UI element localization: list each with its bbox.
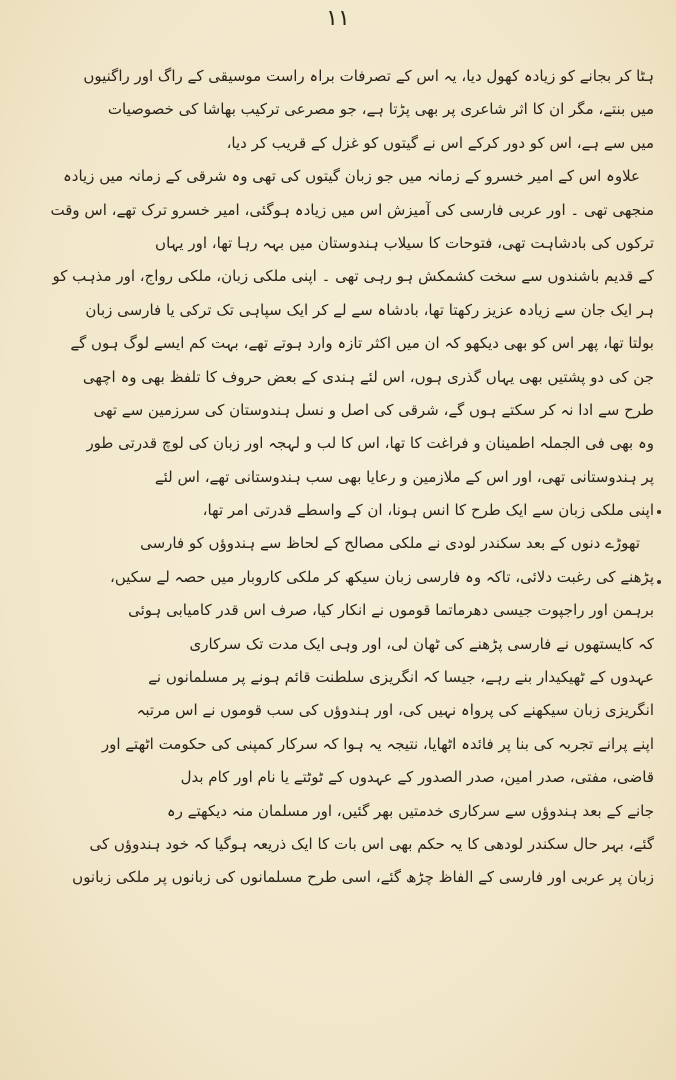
text-line: اپنی ملکی زبان سے ایک طرح کا انس ہونا، ان کے واسطے قدرتی امر تھا، — [202, 501, 654, 520]
text-line: جانے کے بعد ہندوؤں سے سرکاری خدمتیں بھر گئیں، اور مسلمان منہ دیکھتے رہ — [166, 801, 654, 820]
text-line: برہمن اور راجپوت جیسی دھرماتما قوموں نے انکار کیا، صرف اس قدر کامیابی ہوئی — [128, 601, 654, 620]
page-number: ۱۱ — [326, 6, 350, 31]
text-line: انگریزی زبان سیکھنے کی پرواہ نہیں کی، اور ہندوؤں کی سب قوموں نے اس مرتبہ — [136, 701, 654, 720]
text-line: گئے، بہر حال سکندر لودھی کا یہ حکم بھی اس بات کا ایک ذریعہ ہوگیا کہ خود ہندوؤں کی — [89, 834, 654, 853]
text-line: کہ کایستھوں نے فارسی پڑھنے کی ٹھان لی، اور وہی ایک مدت تک سرکاری — [189, 634, 654, 653]
text-line: ترکوں کی بادشاہت تھی، فتوحات کا سیلاب ہندوستان میں بہہ رہا تھا، اور یہاں — [155, 233, 654, 252]
text-line: پر ہندوستانی تھی، اور اس کے ملازمین و رعایا بھی سب ہندوستانی تھے، اس لئے — [154, 467, 654, 486]
text-line: جن کی دو پشتیں بھی یہاں گذری ہوں، اس لئے ہندی کے بعض حروف کا تلفظ بھی وہ اچھی — [82, 367, 654, 386]
text-line: طرح سے ادا نہ کر سکتے ہوں گے، شرقی کی اصل و نسل ہندوستان کی سرزمین سے تھی — [93, 400, 654, 419]
text-line: زبان پر عربی اور فارسی کے الفاظ چڑھ گئے، اسی طرح مسلمانوں کی زبانوں پر ملکی زبانوں — [72, 868, 654, 887]
text-line: ہر ایک جان سے زیادہ عزیز رکھتا تھا، بادشاہ سے لے کر ایک سپاہی تک ترکی یا فارسی زبان — [85, 300, 654, 319]
text-line: کے قدیم باشندوں سے سخت کشمکش ہو رہی تھی ۔ اپنی ملکی زبان، ملکی رواج، اور مذہب کو — [52, 267, 654, 286]
text-line: میں بنتے، مگر ان کا اثر شاعری پر بھی پڑتا ہے، جو مصرعی ترکیب بھاشا کی خصوصیات — [107, 100, 654, 119]
text-line: اپنے پرانے تجربہ کی بنا پر فائدہ اٹھایا، نتیجہ یہ ہوا کہ سرکار کمپنی کی حکومت اٹھتے اور — [101, 734, 654, 753]
text-line: بولتا تھا، پھر اس کو بھی دیکھو کہ ان میں اکثر تازہ وارد ہوتے تھے، بہت کم ایسے لوگ ہوں گے — [70, 334, 654, 353]
margin-dot — [657, 510, 661, 514]
body-text — [34, 60, 654, 895]
text-line: ہٹا کر بجانے کو زیادہ کھول دیا، یہ اس کے تصرفات براہ راست موسیقی کے راگ اور راگنیوں — [83, 67, 654, 85]
text-line: منجھی تھی ۔ اور عربی فارسی کی آمیزش اس میں زیادہ ہوگئی، امیر خسرو ترک تھے، اس وقت — [50, 200, 654, 219]
text-line: عہدوں کے ٹھیکیدار بنے رہے، جیسا کہ انگریزی سلطنت قائم ہونے پر مسلمانوں نے — [148, 668, 654, 687]
text-line: علاوہ اس کے امیر خسرو کے زمانہ میں جو زبان گیتوں کی تھی وہ شرقی کے زمانہ میں زیادہ — [62, 167, 640, 186]
text-line: قاضی، مفتی، صدر امین، صدر الصدور کے عہدوں کے ٹوٹتے یا نام اور کام بدل — [180, 768, 654, 787]
text-line: وہ بھی فی الجملہ اطمینان و فراغت کا تھا، اس کا لب و لہجہ اور زبان کی لوچ قدرتی طور — [86, 434, 654, 453]
text-line: پڑھنے کی رغبت دلائی، تاکہ وہ فارسی زبان سیکھ کر ملکی کاروبار میں حصہ لے سکیں، — [110, 567, 654, 586]
text-line: میں سے ہے، اس کو دور کرکے اس نے گیتوں کو غزل کے قریب کر دیا، — [226, 133, 654, 152]
text-line: تھوڑے دنوں کے بعد سکندر لودی نے ملکی مصالح کے لحاظ سے ہندوؤں کو فارسی — [140, 534, 640, 553]
margin-dot — [657, 580, 661, 584]
